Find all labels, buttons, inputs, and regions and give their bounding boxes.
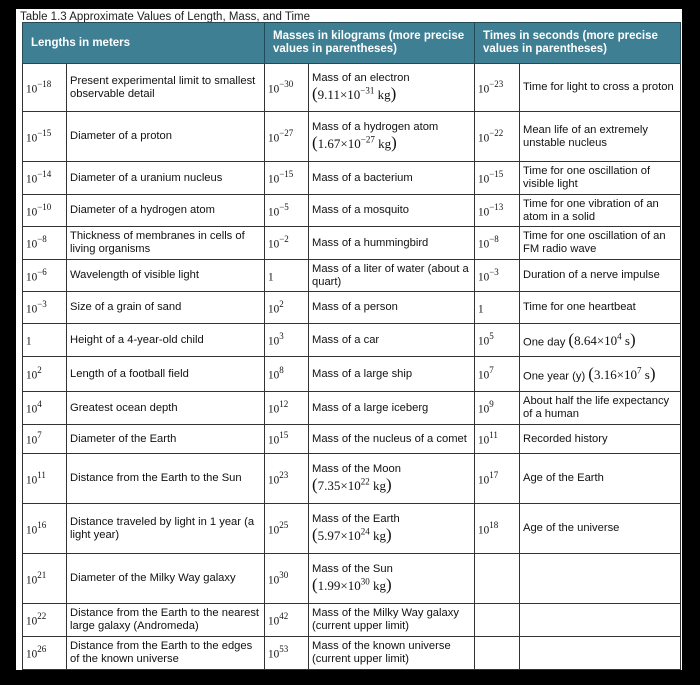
precise-value [312, 475, 392, 495]
mass-description [309, 637, 475, 670]
length-description: Present experimental limit to smallest observable detail [67, 64, 265, 112]
power-of-ten [265, 637, 309, 670]
mass-description [309, 504, 475, 554]
power-of-ten [475, 227, 520, 260]
power-exponent: 15 [279, 430, 289, 441]
power-base: 10 [478, 83, 490, 96]
precise-unit: kg [373, 578, 387, 594]
precise-value [568, 330, 636, 350]
precise-exponent: −31 [360, 85, 375, 96]
mass-description [309, 554, 475, 604]
paren-close: ) [649, 364, 656, 384]
power-base: 10 [268, 206, 280, 219]
length-description: Diameter of a uranium nucleus [67, 162, 265, 195]
time-description [520, 195, 681, 227]
table-row [23, 604, 681, 637]
time-description [520, 324, 681, 357]
time-description-text: About half the life expectancy of a human [523, 395, 670, 420]
power-of-ten [265, 504, 309, 554]
length-description: Height of a 4-year-old child [67, 324, 265, 357]
mass-description [309, 64, 475, 112]
mass-description-text: Mass of a large ship [312, 367, 413, 380]
mass-description [309, 454, 475, 504]
power-of-ten [23, 425, 67, 454]
mass-description-text: Mass of a hydrogen atom [312, 120, 439, 133]
table-row [23, 554, 681, 604]
table-row [23, 357, 681, 392]
power-base: 10 [26, 434, 38, 447]
paren-open: ( [588, 364, 594, 384]
time-description-text: Time for one oscillation of visible light [523, 165, 651, 190]
values-table [22, 22, 681, 670]
length-description: Wavelength of visible light [67, 260, 265, 292]
mass-description-text: Mass of a large iceberg [312, 401, 429, 414]
length-description: Diameter of a hydrogen atom [67, 195, 265, 227]
power-base: 10 [26, 83, 38, 96]
paren-open: ( [312, 575, 318, 595]
time-description-text: One year (y) [523, 370, 586, 383]
power-base: 10 [478, 403, 490, 416]
power-exponent: 21 [37, 569, 47, 580]
time-description [520, 227, 681, 260]
precise-unit: kg [373, 478, 387, 494]
power-exponent: 53 [279, 644, 289, 655]
precise-unit: s [644, 367, 650, 383]
power-exponent: 18 [489, 519, 499, 530]
time-description-text: Recorded history [523, 432, 608, 445]
power-base: 10 [26, 132, 38, 145]
paren-open: ( [312, 133, 318, 153]
power-of-ten [265, 162, 309, 195]
power-exponent: −8 [37, 234, 47, 245]
paren-close: ) [386, 525, 392, 545]
power-of-ten [475, 292, 520, 324]
precise-value [312, 525, 392, 545]
header-lengths: Lengths in meters [23, 23, 265, 64]
power-base: 10 [26, 238, 38, 251]
time-description [520, 64, 681, 112]
precise-value [312, 84, 397, 104]
power-exponent: 9 [489, 399, 494, 410]
power-of-ten [23, 324, 67, 357]
table-row [23, 260, 681, 292]
power-base: 10 [26, 173, 38, 186]
paren-open: ( [568, 330, 575, 350]
mass-description [309, 112, 475, 162]
header-row [23, 23, 681, 64]
paren-close: ) [629, 330, 636, 350]
power-base: 10 [478, 474, 490, 487]
length-description: Distance from the Earth to the edges of the known universe [67, 637, 265, 670]
power-exponent: 23 [279, 469, 289, 480]
table-row [23, 454, 681, 504]
table-row [23, 64, 681, 112]
table-row [23, 112, 681, 162]
power-of-ten [23, 392, 67, 425]
power-exponent: 2 [37, 365, 42, 376]
power-of-ten [475, 112, 520, 162]
time-description [520, 260, 681, 292]
time-description [520, 162, 681, 195]
power-of-ten [475, 604, 520, 637]
precise-mantissa: 1.99×10 [317, 578, 361, 594]
time-description [520, 454, 681, 504]
table-row [23, 504, 681, 554]
length-description: Diameter of the Milky Way galaxy [67, 554, 265, 604]
power-base: 10 [26, 615, 38, 628]
power-exponent: −5 [279, 201, 289, 212]
power-base: 10 [268, 524, 280, 537]
length-description: Diameter of the Earth [67, 425, 265, 454]
time-description [520, 637, 681, 670]
power-exponent: 22 [37, 611, 47, 622]
power-exponent: 11 [489, 430, 498, 441]
table-row [23, 392, 681, 425]
power-exponent: 4 [37, 399, 42, 410]
paren-open: ( [312, 475, 318, 495]
precise-value [312, 133, 397, 153]
power-base: 10 [478, 369, 490, 382]
power-of-ten [265, 260, 309, 292]
power-base: 10 [268, 238, 280, 251]
power-base: 10 [268, 132, 280, 145]
paren-close: ) [391, 133, 397, 153]
power-base: 1 [26, 335, 32, 348]
time-description-text: Duration of a nerve impulse [523, 269, 660, 281]
power-base: 10 [26, 206, 38, 219]
power-base: 10 [26, 574, 38, 587]
power-of-ten [265, 454, 309, 504]
power-of-ten [265, 392, 309, 425]
mass-description [309, 604, 475, 637]
power-exponent: −6 [37, 266, 47, 277]
mass-description-text: Mass of a liter of water (about a quart) [312, 262, 469, 288]
table-row [23, 425, 681, 454]
time-description [520, 504, 681, 554]
power-exponent: 26 [37, 644, 47, 655]
power-exponent: −3 [489, 266, 499, 277]
time-description-text: Age of the Earth [523, 472, 604, 484]
power-exponent: 42 [279, 611, 289, 622]
power-base: 10 [268, 648, 280, 661]
precise-exponent: 7 [637, 365, 642, 376]
time-description [520, 357, 681, 392]
precise-exponent: 4 [617, 331, 622, 342]
power-of-ten [23, 227, 67, 260]
length-description: Distance from the Earth to the nearest large galaxy (Andromeda) [67, 604, 265, 637]
power-base: 10 [26, 303, 38, 316]
power-base: 10 [268, 403, 280, 416]
precise-mantissa: 3.16×10 [593, 367, 638, 383]
time-description [520, 554, 681, 604]
table-row [23, 162, 681, 195]
time-description-text: Time for light to cross a proton [523, 81, 674, 93]
table-row [23, 227, 681, 260]
power-of-ten [475, 637, 520, 670]
precise-exponent: 24 [360, 526, 370, 537]
power-exponent: 5 [489, 331, 494, 342]
power-of-ten [23, 195, 67, 227]
time-description-text: Time for one oscillation of an FM radio wave [523, 230, 666, 255]
time-description-text: Time for one vibration of an atom in a solid [523, 197, 659, 223]
length-description: Size of a grain of sand [67, 292, 265, 324]
mass-description-text: Mass of the nucleus of a comet [312, 432, 467, 445]
power-exponent: 16 [37, 519, 47, 530]
paren-close: ) [386, 475, 392, 495]
power-base: 10 [478, 132, 490, 145]
time-description-text: One day [523, 336, 566, 349]
power-exponent: −2 [279, 234, 289, 245]
power-exponent: 2 [279, 298, 284, 309]
power-base: 10 [268, 369, 280, 382]
power-exponent: −15 [37, 127, 52, 138]
power-exponent: 25 [279, 519, 289, 530]
table-caption: Table 1.3 Approximate Values of Length, Mass, and Time [20, 11, 311, 23]
power-of-ten [475, 162, 520, 195]
precise-unit: kg [378, 136, 392, 152]
power-of-ten [265, 324, 309, 357]
power-of-ten [265, 227, 309, 260]
precise-mantissa: 5.97×10 [317, 528, 361, 544]
power-of-ten [475, 64, 520, 112]
power-of-ten [475, 260, 520, 292]
mass-description-text: Mass of the Moon [312, 462, 401, 475]
mass-description-text: Mass of an electron [312, 71, 410, 84]
power-exponent: −15 [489, 169, 504, 180]
precise-exponent: −27 [360, 134, 375, 145]
precise-unit: kg [373, 528, 387, 544]
precise-unit: kg [377, 87, 391, 103]
power-exponent: −30 [279, 78, 294, 89]
time-description [520, 112, 681, 162]
power-of-ten [23, 554, 67, 604]
power-base: 10 [268, 615, 280, 628]
power-base: 10 [478, 238, 490, 251]
power-exponent: 11 [37, 469, 46, 480]
power-of-ten [475, 195, 520, 227]
mass-description-text: Mass of a mosquito [312, 204, 410, 216]
precise-value [588, 364, 656, 384]
mass-description [309, 162, 475, 195]
power-exponent: −22 [489, 127, 504, 138]
power-base: 10 [478, 206, 490, 219]
power-of-ten [23, 162, 67, 195]
time-description-text: Mean life of an extremely unstable nucleus [523, 123, 648, 149]
paren-close: ) [386, 575, 392, 595]
power-of-ten [265, 112, 309, 162]
mass-description [309, 392, 475, 425]
power-exponent: −15 [279, 169, 294, 180]
mass-description-text: Mass of the Earth [312, 512, 400, 525]
power-of-ten [475, 324, 520, 357]
mass-description-text: Mass of a hummingbird [312, 236, 429, 249]
power-of-ten [23, 604, 67, 637]
power-base: 10 [26, 474, 38, 487]
power-exponent: −27 [279, 127, 294, 138]
paren-open: ( [312, 84, 318, 104]
mass-description-text: Mass of the Sun [312, 562, 393, 575]
power-exponent: 7 [37, 430, 42, 441]
power-of-ten [265, 292, 309, 324]
precise-mantissa: 9.11×10 [317, 87, 361, 103]
power-exponent: 12 [279, 399, 289, 410]
power-exponent: −8 [489, 234, 499, 245]
power-exponent: 3 [279, 331, 284, 342]
power-of-ten [265, 604, 309, 637]
table-row [23, 324, 681, 357]
mass-description-text: Mass of a car [312, 333, 380, 346]
table-row [23, 637, 681, 670]
length-description: Distance from the Earth to the Sun [67, 454, 265, 504]
power-base: 10 [268, 335, 280, 348]
power-base: 10 [268, 434, 280, 447]
table-card [16, 9, 682, 670]
power-of-ten [475, 425, 520, 454]
mass-description [309, 195, 475, 227]
power-of-ten [475, 392, 520, 425]
mass-description-text: Mass of the Milky Way galaxy (current upper limit) [312, 607, 459, 632]
power-of-ten [475, 454, 520, 504]
time-description [520, 392, 681, 425]
mass-description [309, 260, 475, 292]
precise-value [312, 575, 392, 595]
header-times: Times in seconds (more precise values in parentheses) [475, 23, 681, 64]
power-exponent: −14 [37, 169, 52, 180]
mass-description [309, 227, 475, 260]
length-description: Diameter of a proton [67, 112, 265, 162]
mass-description [309, 292, 475, 324]
time-description [520, 425, 681, 454]
power-of-ten [23, 637, 67, 670]
power-exponent: −13 [489, 201, 504, 212]
power-exponent: −3 [37, 298, 47, 309]
time-description [520, 292, 681, 324]
power-of-ten [475, 504, 520, 554]
paren-open: ( [312, 525, 318, 545]
power-base: 10 [478, 434, 490, 447]
power-exponent: −23 [489, 78, 504, 89]
power-base: 10 [26, 271, 38, 284]
power-of-ten [23, 454, 67, 504]
power-base: 10 [268, 474, 280, 487]
power-base: 10 [26, 369, 38, 382]
mass-description-text: Mass of a bacterium [312, 171, 413, 184]
precise-exponent: 30 [360, 576, 370, 587]
precise-mantissa: 8.64×10 [574, 333, 618, 349]
power-base: 10 [478, 173, 490, 186]
precise-mantissa: 7.35×10 [317, 478, 361, 494]
power-of-ten [265, 357, 309, 392]
power-base: 10 [26, 524, 38, 537]
power-of-ten [23, 260, 67, 292]
power-base: 10 [478, 335, 490, 348]
length-description: Greatest ocean depth [67, 392, 265, 425]
power-base: 1 [268, 271, 274, 284]
power-exponent: 8 [279, 365, 284, 376]
table-row [23, 292, 681, 324]
mass-description-text: Mass of a person [312, 301, 398, 313]
power-of-ten [23, 357, 67, 392]
length-description: Distance traveled by light in 1 year (a light year) [67, 504, 265, 554]
power-base: 10 [268, 303, 280, 316]
table-row [23, 195, 681, 227]
precise-unit: s [624, 333, 630, 349]
power-of-ten [23, 64, 67, 112]
time-description-text: Time for one heartbeat [523, 301, 636, 313]
power-of-ten [265, 195, 309, 227]
time-description [520, 604, 681, 637]
table-body [23, 64, 681, 670]
power-of-ten [475, 554, 520, 604]
power-of-ten [23, 504, 67, 554]
length-description: Thickness of membranes in cells of living organisms [67, 227, 265, 260]
paren-close: ) [390, 84, 397, 104]
power-base: 1 [478, 303, 484, 316]
power-base: 10 [26, 648, 38, 661]
length-description: Length of a football field [67, 357, 265, 392]
power-of-ten [265, 425, 309, 454]
power-base: 10 [268, 574, 280, 587]
power-base: 10 [478, 271, 490, 284]
power-exponent: −18 [37, 78, 52, 89]
precise-mantissa: 1.67×10 [317, 136, 361, 152]
power-of-ten [265, 554, 309, 604]
power-of-ten [265, 64, 309, 112]
mass-description [309, 425, 475, 454]
power-exponent: 7 [489, 365, 494, 376]
mass-description-text: Mass of the known universe (current upper limit) [312, 640, 451, 665]
power-base: 10 [268, 83, 280, 96]
precise-exponent: 22 [360, 476, 370, 487]
power-exponent: 17 [489, 469, 499, 480]
power-of-ten [475, 357, 520, 392]
mass-description [309, 324, 475, 357]
power-exponent: 30 [279, 569, 289, 580]
power-of-ten [23, 292, 67, 324]
power-base: 10 [26, 403, 38, 416]
power-base: 10 [268, 173, 280, 186]
power-exponent: −10 [37, 201, 52, 212]
power-of-ten [23, 112, 67, 162]
header-masses: Masses in kilograms (more precise values in parentheses) [265, 23, 475, 64]
time-description-text: Age of the universe [523, 522, 620, 534]
power-base: 10 [478, 524, 490, 537]
mass-description [309, 357, 475, 392]
